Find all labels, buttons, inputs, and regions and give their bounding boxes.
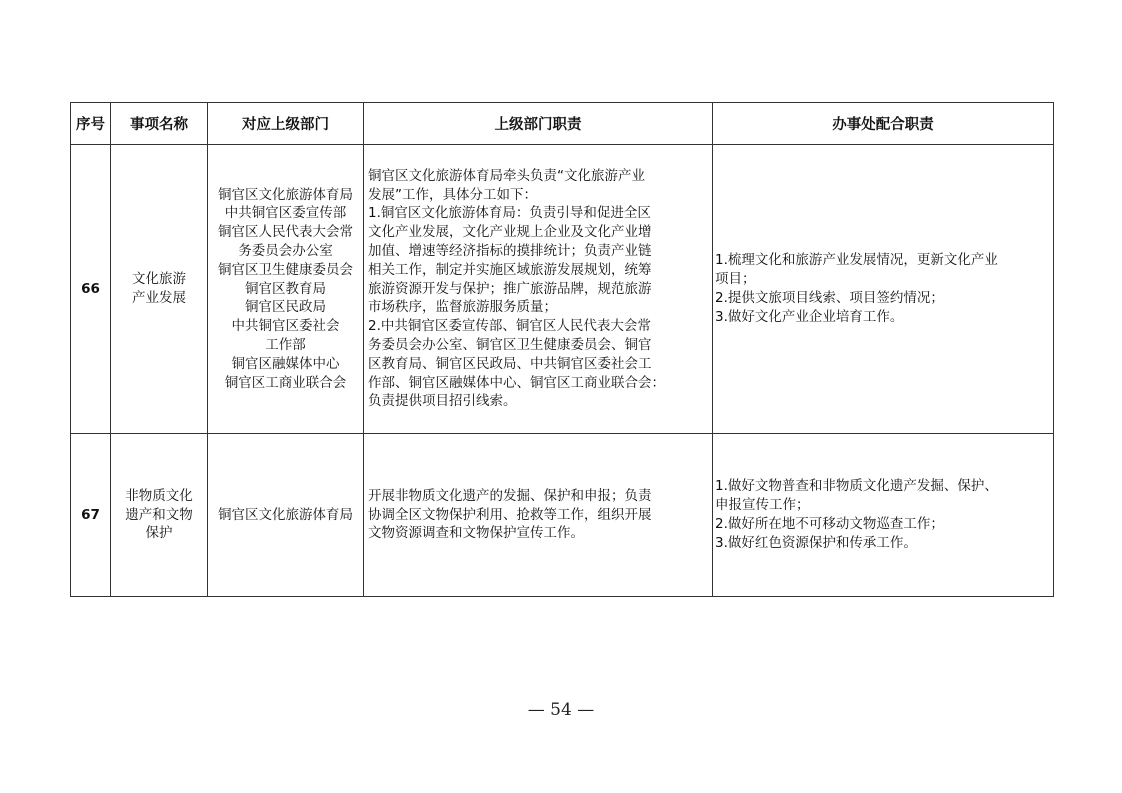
- department-line: 铜官区工商业联合会: [224, 374, 347, 391]
- duty-line: 旅游资源开发与保护；推广旅游品牌，规范旅游: [368, 280, 652, 297]
- header-office-duties: 办事处配合职责: [713, 103, 1054, 145]
- header-superior-duties: 上级部门职责: [364, 103, 713, 145]
- office-duty-line: 项目；: [715, 271, 756, 288]
- duty-line: 开展非物质文化遗产的发掘、保护和申报；负责: [368, 487, 652, 504]
- department-line: 铜官区教育局: [245, 280, 326, 297]
- department-line: 铜官区民政局: [245, 299, 326, 316]
- office-duty-line: 3.做好红色资源保护和传承工作。: [715, 534, 917, 551]
- department-line: 铜官区文化旅游体育局: [218, 186, 353, 203]
- row-number: 66: [71, 145, 111, 434]
- office-duty-line: 1.做好文物普查和非物质文化遗产发掘、保护、: [715, 478, 998, 495]
- duty-line: 2.中共铜官区委宣传部、铜官区人民代表大会常: [368, 318, 651, 335]
- office-duty-line: 申报宣传工作；: [715, 497, 810, 514]
- office-duty-line: 2.提供文旅项目线索、项目签约情况；: [715, 290, 944, 306]
- item-name-line: 保护: [145, 525, 173, 542]
- item-name-line: 遗产和文物: [125, 506, 193, 523]
- office-duty-cell: [713, 434, 1054, 597]
- department-line: 铜官区融媒体中心: [231, 355, 340, 372]
- office-duty-line: 1.梳理文化和旅游产业发展情况，更新文化产业: [715, 252, 998, 269]
- header-superior-department: 对应上级部门: [208, 103, 364, 145]
- duty-line: 负责提供项目招引线索。: [368, 393, 517, 410]
- department-line: 工作部: [265, 336, 306, 353]
- item-name-line: 产业发展: [132, 290, 186, 306]
- item-name-line: 非物质文化: [125, 487, 193, 504]
- superior-duty-cell: [364, 145, 713, 434]
- superior-duty-cell: [364, 434, 713, 597]
- duty-line: 发展”工作，具体分工如下：: [368, 186, 537, 203]
- office-duty-line: 2.做好所在地不可移动文物巡查工作；: [715, 516, 944, 532]
- department-line: 铜官区卫生健康委员会: [218, 261, 353, 278]
- duty-line: 区教育局、铜官区民政局、中共铜官区委社会工: [368, 355, 652, 372]
- department-line: 务委员会办公室: [238, 243, 333, 259]
- duty-line: 文化产业发展，文化产业规上企业及文化产业增: [368, 224, 652, 241]
- header-serial-number: 序号: [71, 103, 111, 145]
- item-name-cell: [111, 145, 208, 434]
- table-row: [71, 434, 1054, 597]
- table-row: [71, 145, 1054, 434]
- page-number: — 54 —: [527, 700, 595, 720]
- department-line: 铜官区文化旅游体育局: [218, 506, 353, 523]
- responsibility-table: [70, 102, 1054, 597]
- office-duty-line: 3.做好文化产业企业培育工作。: [715, 308, 904, 325]
- duty-line: 作部、铜官区融媒体中心、铜官区工商业联合会：: [368, 374, 665, 391]
- department-line: 中共铜官区委宣传部: [224, 205, 347, 222]
- item-name-cell: [111, 434, 208, 597]
- table-header-row: [71, 103, 1054, 145]
- duty-line: 协调全区文物保护利用、抢救等工作，组织开展: [368, 506, 652, 523]
- duty-line: 文物资源调查和文物保护宣传工作。: [368, 525, 584, 542]
- office-duty-cell: [713, 145, 1054, 434]
- header-item-name: 事项名称: [111, 103, 208, 145]
- duty-line: 1.铜官区文化旅游体育局：负责引导和促进全区: [368, 205, 651, 222]
- duty-line: 市场秩序，监督旅游服务质量；: [368, 299, 557, 316]
- duty-line: 加值、增速等经济指标的摸排统计；负责产业链: [368, 243, 652, 259]
- row-number: 67: [71, 434, 111, 597]
- duty-line: 务委员会办公室、铜官区卫生健康委员会、铜官: [368, 336, 652, 353]
- department-line: 中共铜官区委社会: [231, 318, 340, 335]
- item-name-line: 文化旅游: [132, 271, 186, 288]
- department-cell: [208, 145, 364, 434]
- duty-line: 相关工作，制定并实施区域旅游发展规划，统筹: [368, 261, 652, 278]
- department-line: 铜官区人民代表大会常: [218, 224, 353, 241]
- duty-line: 铜官区文化旅游体育局牵头负责“文化旅游产业: [368, 167, 645, 184]
- department-cell: [208, 434, 364, 597]
